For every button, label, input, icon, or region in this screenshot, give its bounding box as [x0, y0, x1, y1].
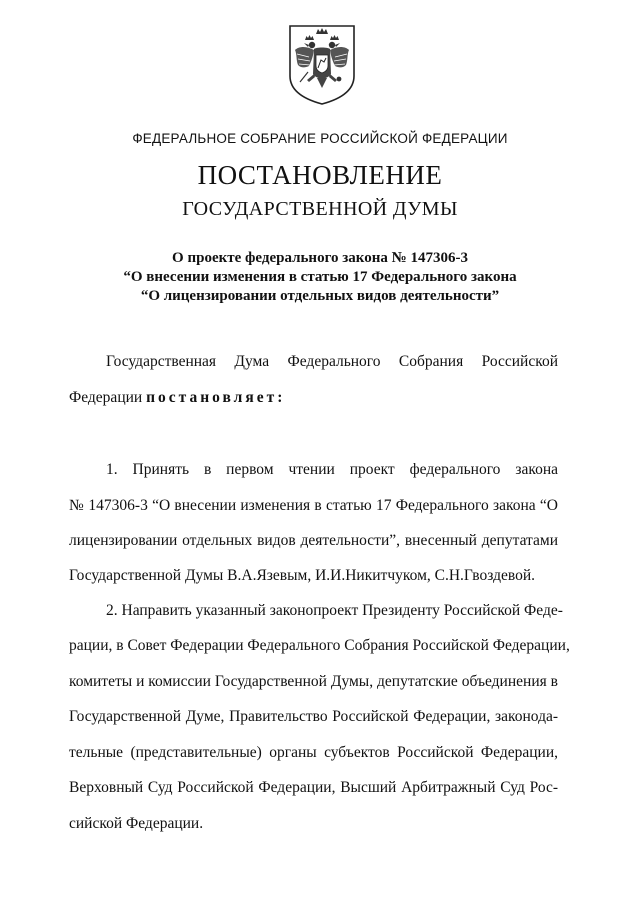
clause-2-line: тельные (представительные) органы субъектов Российской Федерации, — [69, 744, 558, 761]
clause-1-line: № 147306-3 “О внесении изменения в статью 17 Федерального закона “О — [69, 497, 558, 514]
clause-2-line: Государственной Думе, Правительство Российской Федерации, законода- — [69, 708, 558, 725]
clause-2-line: 2. Направить указанный законопроект Президенту Российской Феде- — [106, 602, 563, 619]
subject-line: “О внесении изменения в статью 17 Федерального закона — [123, 269, 517, 285]
document-type-title: ПОСТАНОВЛЕНИЕ — [197, 160, 443, 190]
subject-line: О проекте федерального закона № 147306-3 — [172, 250, 468, 266]
issuer-title: ГОСУДАРСТВЕННОЙ ДУМЫ — [182, 198, 458, 220]
document-subject — [0, 249, 640, 306]
preamble-line: Государственная Дума Федерального Собрания Российской — [106, 353, 558, 370]
clause-1-line: Государственной Думы В.А.Язевым, И.И.Никитчуком, С.Н.Гвоздевой. — [69, 567, 535, 584]
decree-verb: постановляет: — [146, 389, 286, 406]
russian-coat-of-arms-icon — [287, 24, 357, 106]
clause-2-line: комитеты и комиссии Государственной Думы, депутатские объединения в — [69, 673, 558, 690]
clause-1-line: 1. Принять в первом чтении проект федерального закона — [106, 461, 558, 478]
preamble-text: Федерации — [69, 389, 143, 406]
clause-2-line: рации, в Совет Федерации Федерального Собрания Российской Федерации, — [69, 637, 570, 654]
preamble-line — [69, 389, 558, 407]
clause-2-line: сийской Федерации. — [69, 815, 204, 832]
clause-1-line: лицензировании отдельных видов деятельности”, внесенный депутатами — [69, 532, 558, 549]
subject-line: “О лицензировании отдельных видов деятельности” — [140, 288, 500, 304]
clause-2-line: Верховный Суд Российской Федерации, Высший Арбитражный Суд Рос- — [69, 779, 558, 796]
federal-assembly-heading: ФЕДЕРАЛЬНОЕ СОБРАНИЕ РОССИЙСКОЙ ФЕДЕРАЦИИ — [132, 131, 508, 146]
